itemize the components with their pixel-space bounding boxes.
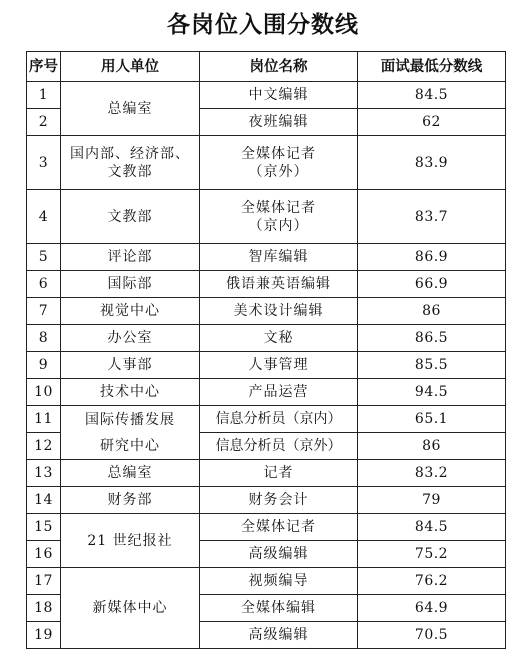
row-position-line: （京外） xyxy=(248,163,309,180)
row-score: 86.9 xyxy=(358,244,506,271)
row-position: 美术设计编辑 xyxy=(200,298,358,325)
table-row xyxy=(27,379,506,406)
row-no: 15 xyxy=(27,514,61,541)
row-score: 66.9 xyxy=(358,271,506,298)
row-no: 19 xyxy=(27,622,61,649)
row-position: 财务会计 xyxy=(200,487,358,514)
row-no: 11 xyxy=(27,406,61,433)
row-position: 视频编导 xyxy=(200,568,358,595)
row-position-line: 全媒体记者 xyxy=(241,145,316,162)
row-score: 76.2 xyxy=(358,568,506,595)
row-position: 文秘 xyxy=(200,325,358,352)
row-position-line: （京内） xyxy=(248,217,309,234)
table-row xyxy=(27,406,506,433)
row-unit: 财务部 xyxy=(61,487,200,514)
score-table xyxy=(26,51,506,649)
table-row xyxy=(27,190,506,244)
row-no: 1 xyxy=(27,82,61,109)
row-position: 全媒体编辑 xyxy=(200,595,358,622)
row-no: 10 xyxy=(27,379,61,406)
row-score: 62 xyxy=(358,109,506,136)
row-no: 7 xyxy=(27,298,61,325)
row-position: 信息分析员（京外） xyxy=(200,433,358,460)
row-score: 86 xyxy=(358,433,506,460)
row-score: 65.1 xyxy=(358,406,506,433)
table-row xyxy=(27,352,506,379)
table-row xyxy=(27,487,506,514)
row-position-line: 全媒体记者 xyxy=(241,199,316,216)
row-position: 人事管理 xyxy=(200,352,358,379)
row-no: 5 xyxy=(27,244,61,271)
row-score: 75.2 xyxy=(358,541,506,568)
table-row xyxy=(27,568,506,595)
row-unit-line: 国内部、经济部、 xyxy=(70,145,190,162)
row-unit: 国际部 xyxy=(61,271,200,298)
row-no: 17 xyxy=(27,568,61,595)
row-position: 夜班编辑 xyxy=(200,109,358,136)
table-row xyxy=(27,136,506,190)
row-position: 智库编辑 xyxy=(200,244,358,271)
table-row xyxy=(27,460,506,487)
row-unit: 文教部 xyxy=(61,190,200,244)
row-no: 4 xyxy=(27,190,61,244)
row-score: 86 xyxy=(358,298,506,325)
row-unit-line: 文教部 xyxy=(107,163,153,180)
table-row xyxy=(27,82,506,109)
header-row xyxy=(27,52,506,82)
row-unit: 评论部 xyxy=(61,244,200,271)
row-score: 84.5 xyxy=(358,514,506,541)
row-unit: 视觉中心 xyxy=(61,298,200,325)
row-score: 70.5 xyxy=(358,622,506,649)
row-no: 2 xyxy=(27,109,61,136)
row-no: 6 xyxy=(27,271,61,298)
row-score: 94.5 xyxy=(358,379,506,406)
row-position: 高级编辑 xyxy=(200,541,358,568)
row-position xyxy=(200,190,358,244)
table-row xyxy=(27,244,506,271)
row-unit: 总编室 xyxy=(61,460,200,487)
row-score: 84.5 xyxy=(358,82,506,109)
row-position xyxy=(200,136,358,190)
row-score: 86.5 xyxy=(358,325,506,352)
row-no: 14 xyxy=(27,487,61,514)
row-position: 俄语兼英语编辑 xyxy=(200,271,358,298)
row-no: 12 xyxy=(27,433,61,460)
header-position: 岗位名称 xyxy=(200,52,358,82)
row-position: 中文编辑 xyxy=(200,82,358,109)
row-position: 产品运营 xyxy=(200,379,358,406)
row-unit: 办公室 xyxy=(61,325,200,352)
row-unit xyxy=(61,136,200,190)
row-position: 记者 xyxy=(200,460,358,487)
row-position: 高级编辑 xyxy=(200,622,358,649)
row-unit xyxy=(61,406,200,460)
header-unit: 用人单位 xyxy=(61,52,200,82)
row-unit: 新媒体中心 xyxy=(61,568,200,649)
row-unit: 技术中心 xyxy=(61,379,200,406)
table-row xyxy=(27,271,506,298)
row-unit: 人事部 xyxy=(61,352,200,379)
row-score: 83.2 xyxy=(358,460,506,487)
row-no: 18 xyxy=(27,595,61,622)
row-position: 全媒体记者 xyxy=(200,514,358,541)
table-row xyxy=(27,514,506,541)
row-unit: 总编室 xyxy=(61,82,200,136)
page-title: 各岗位入围分数线 xyxy=(167,12,359,38)
row-unit-line: 国际传播发展 xyxy=(85,411,175,428)
row-no: 13 xyxy=(27,460,61,487)
row-no: 16 xyxy=(27,541,61,568)
row-no: 9 xyxy=(27,352,61,379)
header-score: 面试最低分数线 xyxy=(358,52,506,82)
row-score: 83.7 xyxy=(358,190,506,244)
header-no: 序号 xyxy=(27,52,61,82)
row-score: 64.9 xyxy=(358,595,506,622)
row-position: 信息分析员（京内） xyxy=(200,406,358,433)
row-no: 3 xyxy=(27,136,61,190)
table-row xyxy=(27,298,506,325)
row-score: 85.5 xyxy=(358,352,506,379)
row-unit-line: 研究中心 xyxy=(100,437,160,454)
row-score: 83.9 xyxy=(358,136,506,190)
row-no: 8 xyxy=(27,325,61,352)
row-score: 79 xyxy=(358,487,506,514)
row-unit: 21 世纪报社 xyxy=(61,514,200,568)
table-row xyxy=(27,325,506,352)
